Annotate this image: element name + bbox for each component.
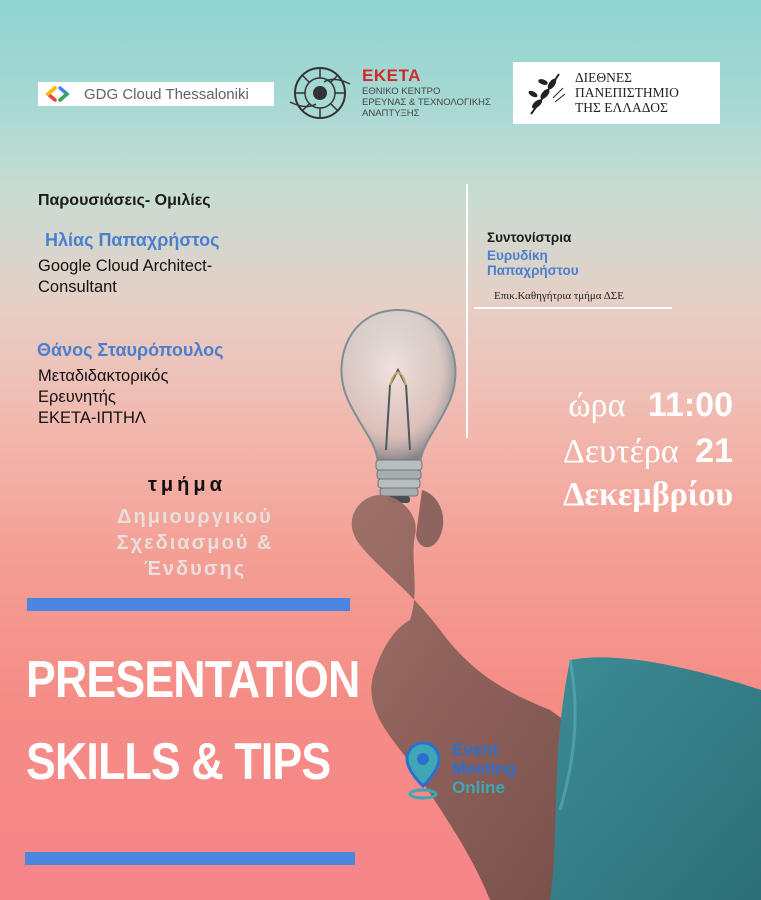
ihu-logo-line: ΤΗΣ ΕΛΛΑΔΟΣ bbox=[575, 100, 668, 115]
speaker-2-role bbox=[38, 366, 168, 429]
moderator-name-line: Ευρυδίκη bbox=[487, 248, 548, 263]
headline-line-1: PRESENTATION bbox=[26, 651, 360, 709]
ihu-logo-line: ΠΑΝΕΠΙΣΤΗΜΙΟ bbox=[575, 85, 679, 100]
horizontal-divider bbox=[474, 307, 672, 309]
department-label: τμήμα bbox=[148, 474, 226, 496]
time-label: ώρα bbox=[568, 387, 626, 424]
speaker-2-role-line: ΕΚΕΤΑ-ΙΠΤΗΛ bbox=[38, 409, 146, 427]
speaker-1-role-line: Google Cloud Architect- bbox=[38, 257, 213, 275]
eketa-subtitle-line: ΕΡΕΥΝΑΣ & ΤΕΧΝΟΛΟΓΙΚΗΣ bbox=[362, 97, 491, 108]
speaker-2-role-line: Ερευνητής bbox=[38, 388, 116, 406]
speaker-1-role bbox=[38, 256, 212, 298]
gdg-logo bbox=[38, 82, 274, 106]
event-word-online: Online bbox=[452, 778, 505, 797]
gdg-logo-text: GDG Cloud Thessaloniki bbox=[84, 85, 249, 103]
eketa-subtitle-line: ΑΝΑΠΤΥΞΗΣ bbox=[362, 108, 420, 119]
location-pin-icon bbox=[404, 740, 442, 800]
eketa-title: ΕΚΕΤΑ bbox=[362, 66, 421, 85]
event-time bbox=[568, 386, 733, 425]
olive-branch-icon bbox=[523, 68, 567, 118]
eketa-subtitle bbox=[362, 86, 512, 119]
headline-line-2: SKILLS & TIPS bbox=[26, 733, 331, 791]
moderator-name bbox=[487, 248, 637, 278]
speaker-2-role-line: Μεταδιδακτορικός bbox=[38, 367, 169, 385]
ihu-logo bbox=[513, 62, 720, 124]
talks-heading: Παρουσιάσεις- Ομιλίες bbox=[38, 192, 211, 209]
department-name bbox=[60, 504, 330, 582]
speaker-1-role-line: Consultant bbox=[38, 278, 117, 296]
ihu-logo-text bbox=[575, 70, 715, 115]
event-word: Meeting bbox=[452, 759, 517, 778]
gdg-chevrons-icon bbox=[46, 86, 76, 102]
moderator-label: Συντονίστρια bbox=[487, 230, 572, 245]
time-value: 11:00 bbox=[647, 386, 733, 424]
department-name-line: Δημιουργικού bbox=[117, 506, 273, 528]
day-value: 21 bbox=[695, 432, 733, 470]
eketa-emblem-icon bbox=[286, 62, 354, 124]
ihu-logo-line: ΔΙΕΘΝΕΣ bbox=[575, 70, 633, 85]
event-month: Δεκεμβρίου bbox=[563, 476, 733, 513]
accent-bar-top bbox=[27, 598, 350, 611]
moderator-name-line: Παπαχρήστου bbox=[487, 263, 579, 278]
moderator-role: Επικ.Καθηγήτρια τμήμα ΔΣΕ bbox=[494, 290, 624, 302]
event-day bbox=[563, 432, 733, 471]
day-label: Δευτέρα bbox=[562, 433, 679, 470]
eketa-subtitle-line: ΕΘΝΙΚΟ ΚΕΝΤΡΟ bbox=[362, 86, 441, 97]
speaker-2-name: Θάνος Σταυρόπουλος bbox=[37, 340, 224, 360]
speaker-1-name: Ηλίας Παπαχρήστος bbox=[45, 230, 220, 250]
department-name-line: Σχεδιασμού & bbox=[116, 532, 274, 554]
lightbulb-hand-illustration bbox=[320, 290, 761, 900]
event-word: Event bbox=[452, 740, 499, 759]
accent-bar-bottom bbox=[25, 852, 355, 865]
event-meeting-online bbox=[452, 740, 516, 797]
department-name-line: Ένδυσης bbox=[143, 558, 247, 580]
vertical-divider bbox=[466, 184, 468, 438]
